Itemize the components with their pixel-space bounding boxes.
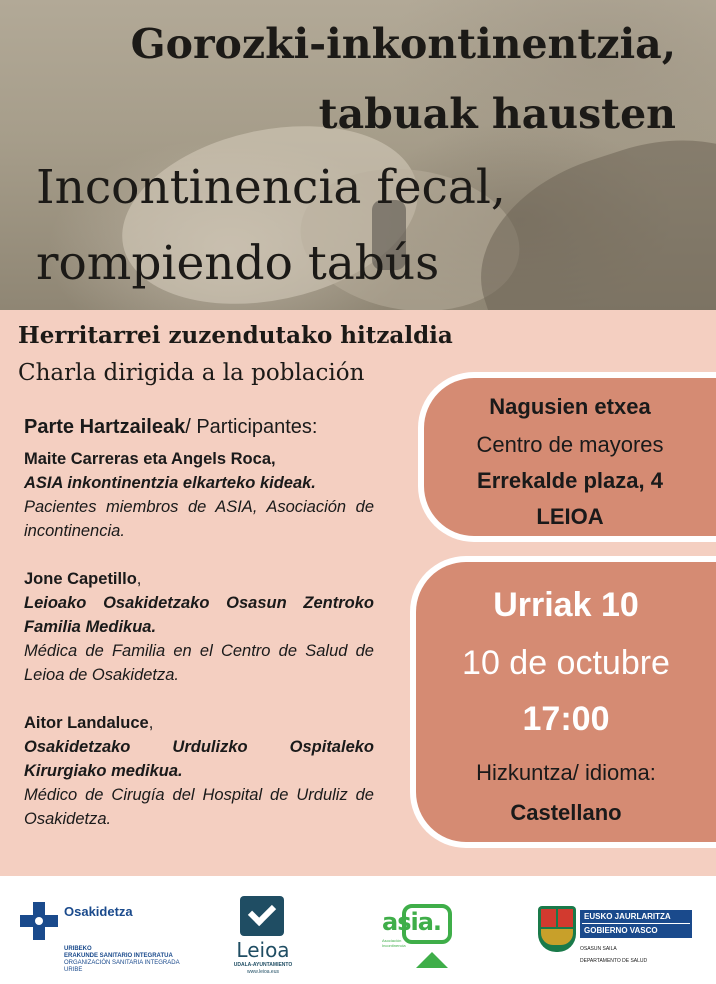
department-spanish: DEPARTAMENTO DE SALUD: [580, 958, 648, 964]
osakidetza-subtitle: ORGANIZACIÓN SANITARIA INTEGRADA: [64, 960, 180, 966]
leioa-subtitle: UDALA-AYUNTAMIENTO: [233, 962, 293, 968]
participant-name-text: Aitor Landaluce: [24, 714, 149, 732]
participants-heading-basque: Parte Hartzaileak: [24, 416, 186, 438]
event-time: 17:00: [522, 700, 610, 738]
basque-coat-of-arms-icon: [538, 906, 576, 952]
participant-name: [24, 567, 374, 591]
participant-name-text: Jone Capetillo: [24, 570, 137, 588]
participant-name-suffix: ,: [148, 714, 154, 732]
venue-town: LEIOA: [536, 504, 604, 529]
participants-heading: [24, 416, 374, 439]
asia-logo: [380, 902, 456, 974]
sponsor-footer: [0, 876, 716, 984]
participant-role-basque: Osakidetzako Urdulizko Ospitaleko Kirurgiako medikua.: [24, 738, 374, 780]
osakidetza-cross-icon: [20, 902, 58, 940]
asia-triangle-icon: [416, 952, 448, 968]
participants-heading-spanish: / Participantes:: [185, 416, 318, 438]
osakidetza-logo: [20, 898, 180, 978]
title-spanish-line2: rompiendo tabús: [36, 236, 440, 291]
event-date-spanish: 10 de octubre: [462, 644, 670, 682]
participant-role-basque: ASIA inkontinentzia elkarteko kideak.: [24, 474, 316, 492]
leioa-name: Leioa: [236, 938, 290, 962]
gobierno-vasco-name: GOBIERNO VASCO: [584, 926, 658, 935]
participant-name-suffix: ,: [136, 570, 142, 588]
asia-subtitle: [382, 938, 406, 948]
osakidetza-subtitle: URIBE: [64, 967, 83, 973]
venue-address: Errekalde plaza, 4: [477, 468, 663, 493]
language-value: Castellano: [510, 800, 622, 825]
date-panel: [410, 556, 716, 848]
hero-banner: [0, 0, 716, 310]
venue-name-spanish: Centro de mayores: [476, 432, 664, 457]
asia-subtitle-line: Asociación: [382, 938, 402, 943]
participant-name: [24, 447, 374, 471]
participant-item: [24, 447, 374, 543]
osakidetza-subtitle: URIBEKO: [64, 946, 92, 952]
participant-role-spanish: Médico de Cirugía del Hospital de Urduliz de Osakidetza.: [24, 786, 374, 828]
department-basque: OSASUN SAILA: [580, 946, 617, 952]
event-date-basque: Urriak 10: [493, 586, 639, 624]
participants-section: [24, 416, 374, 855]
participant-role-basque: Leioako Osakidetzako Osasun Zentroko Familia Medikua.: [24, 594, 374, 636]
osakidetza-name: Osakidetza: [64, 904, 133, 919]
venue-name-basque: Nagusien etxea: [489, 394, 651, 419]
osakidetza-subtitle: ERAKUNDE SANITARIO INTEGRATUA: [64, 953, 173, 959]
participant-name: [24, 711, 374, 735]
participant-item: [24, 711, 374, 831]
talk-type-spanish: Charla dirigida a la población: [18, 360, 365, 386]
participant-item: [24, 567, 374, 687]
leioa-website: www.leioa.eus: [247, 969, 279, 975]
asia-name: asia.: [382, 908, 442, 936]
venue-panel: [418, 372, 716, 542]
leioa-chevron-icon: [240, 896, 284, 936]
participant-role-spanish: Pacientes miembros de ASIA, Asociación de incontinencia.: [24, 498, 374, 540]
participant-role-spanish: Médica de Familia en el Centro de Salud de Leioa de Osakidetza.: [24, 642, 374, 684]
eusko-jaurlaritza-nameplate: [580, 910, 692, 938]
asia-subtitle-line: Incontinencia: [382, 943, 406, 948]
title-basque-line2: tabuak hausten: [318, 90, 676, 138]
eusko-jaurlaritza-logo: [538, 906, 698, 976]
title-basque-line1: Gorozki-inkontinentzia,: [130, 20, 676, 68]
leioa-logo: [228, 896, 298, 976]
talk-type-basque: Herritarrei zuzendutako hitzaldia: [18, 322, 453, 349]
title-spanish-line1: Incontinencia fecal,: [36, 160, 506, 215]
eusko-jaurlaritza-name: EUSKO JAURLARITZA: [584, 912, 671, 921]
language-label: Hizkuntza/ idioma:: [476, 760, 656, 785]
participant-name-text: Maite Carreras eta Angels Roca,: [24, 450, 276, 468]
